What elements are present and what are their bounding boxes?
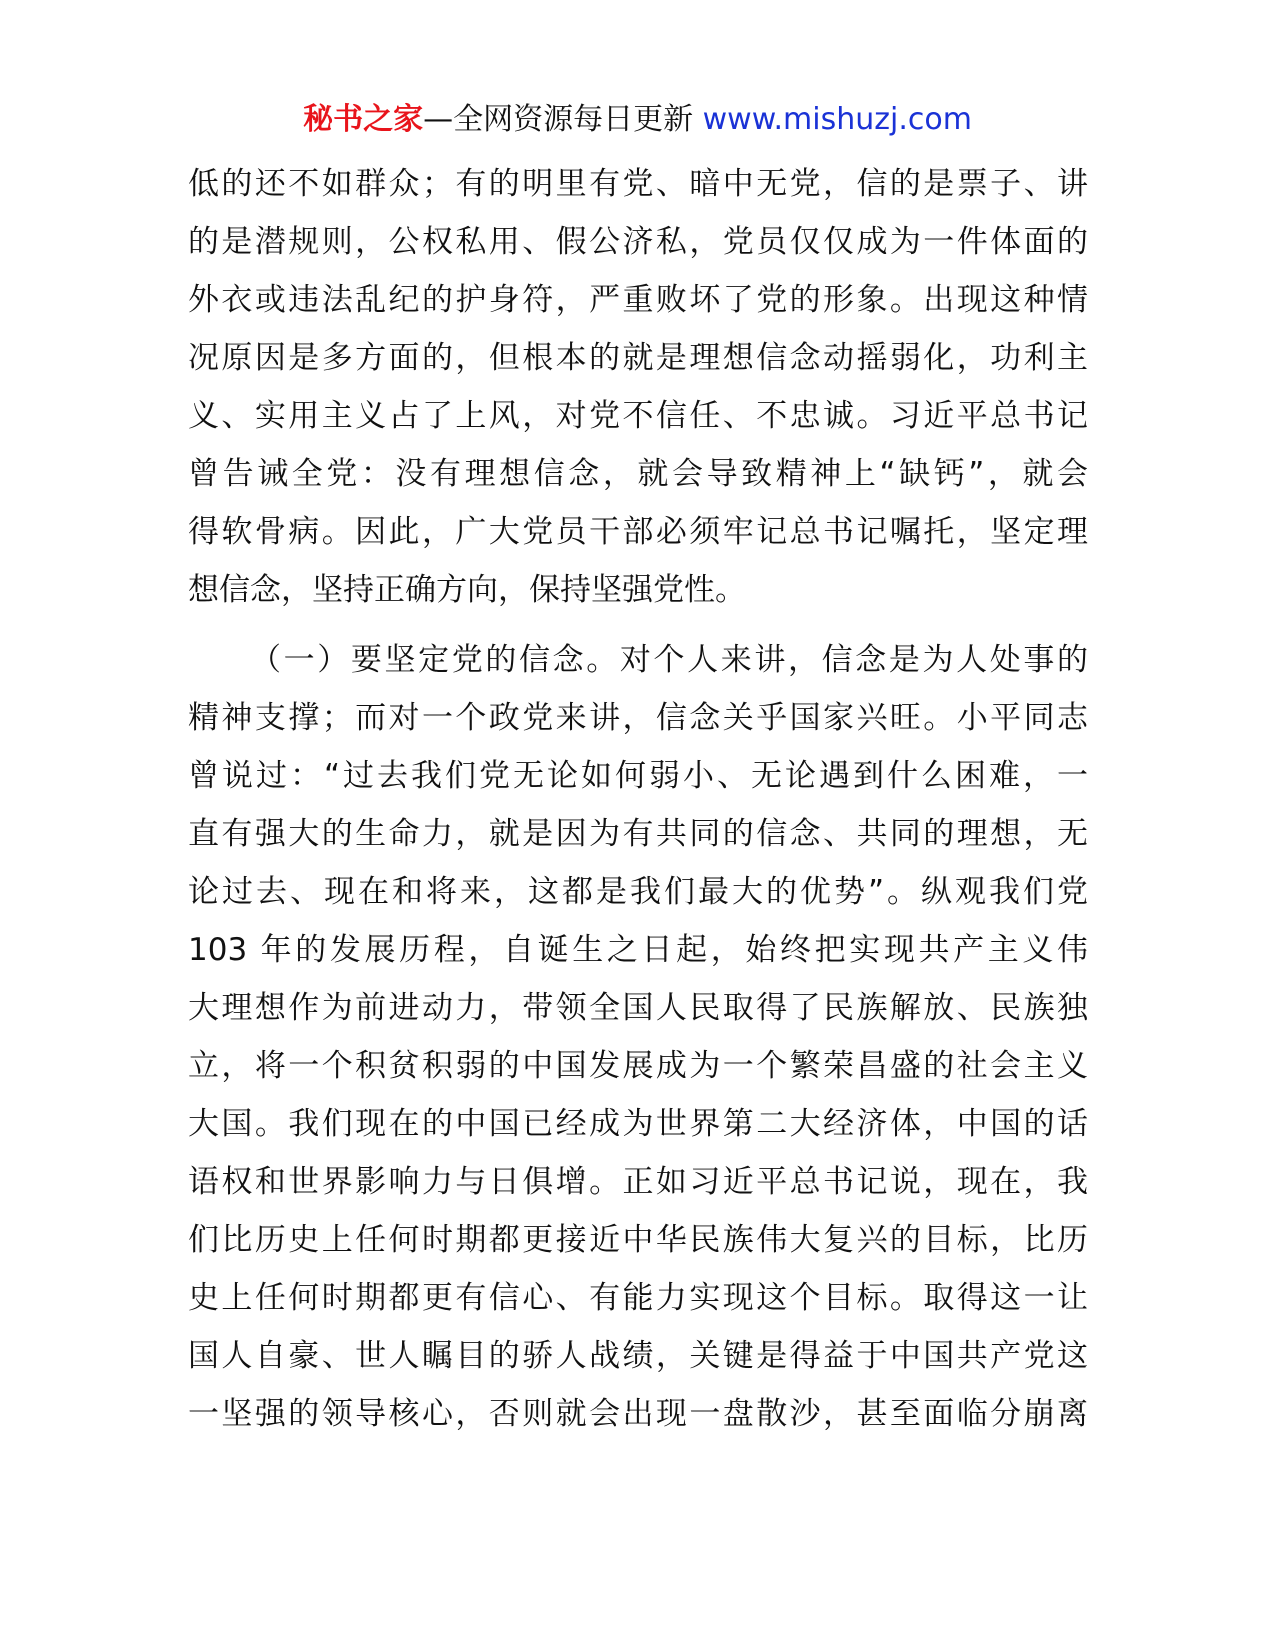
document-body [188,155,1088,1443]
header-tagline: —全网资源每日更新 [423,102,703,137]
text-line: 103 年的发展历程，自诞生之日起，始终把实现共产主义伟 [188,932,1088,968]
text-line: 的是潜规则，公权私用、假公济私，党员仅仅成为一件体面的 [188,224,1088,260]
text-line: 语权和世界影响力与日俱增。正如习近平总书记说，现在，我 [188,1164,1088,1200]
text-line: 史上任何时期都更有信心、有能力实现这个目标。取得这一让 [188,1280,1088,1316]
text-line: 立，将一个积贫积弱的中国发展成为一个繁荣昌盛的社会主义 [188,1048,1088,1084]
text-line: 直有强大的生命力，就是因为有共同的信念、共同的理想，无 [188,816,1088,852]
paragraph-2 [188,631,1088,1443]
page-header [0,98,1275,142]
text-line: 义、实用主义占了上风，对党不信任、不忠诚。习近平总书记 [188,398,1088,434]
text-line: 大国。我们现在的中国已经成为世界第二大经济体，中国的话 [188,1106,1088,1142]
site-url[interactable]: www.mishuzj.com [702,102,972,137]
text-line: 大理想作为前进动力，带领全国人民取得了民族解放、民族独 [188,990,1088,1026]
text-line: 一坚强的领导核心，否则就会出现一盘散沙，甚至面临分崩离 [188,1396,1088,1432]
text-line: 国人自豪、世人瞩目的骄人战绩，关键是得益于中国共产党这 [188,1338,1088,1374]
text-line: 得软骨病。因此，广大党员干部必须牢记总书记嘱托，坚定理 [188,514,1088,550]
text-line: 低的还不如群众；有的明里有党、暗中无党，信的是票子、讲 [188,166,1088,202]
text-line: 外衣或违法乱纪的护身符，严重败坏了党的形象。出现这种情 [188,282,1088,318]
brand-name: 秘书之家 [303,102,424,137]
section-heading-line: （一）要坚定党的信念。对个人来讲，信念是为人处事的 [250,642,1088,678]
text-line: 想信念，坚持正确方向，保持坚强党性。 [188,572,746,608]
paragraph-1 [188,155,1088,619]
text-line: 曾告诫全党：没有理想信念，就会导致精神上“缺钙”，就会 [188,456,1088,492]
text-line: 曾说过：“过去我们党无论如何弱小、无论遇到什么困难，一 [188,758,1088,794]
text-line: 们比历史上任何时期都更接近中华民族伟大复兴的目标，比历 [188,1222,1088,1258]
text-line: 论过去、现在和将来，这都是我们最大的优势”。纵观我们党 [188,874,1088,910]
text-line: 精神支撑；而对一个政党来讲，信念关乎国家兴旺。小平同志 [188,700,1088,736]
text-line: 况原因是多方面的，但根本的就是理想信念动摇弱化，功利主 [188,340,1088,376]
